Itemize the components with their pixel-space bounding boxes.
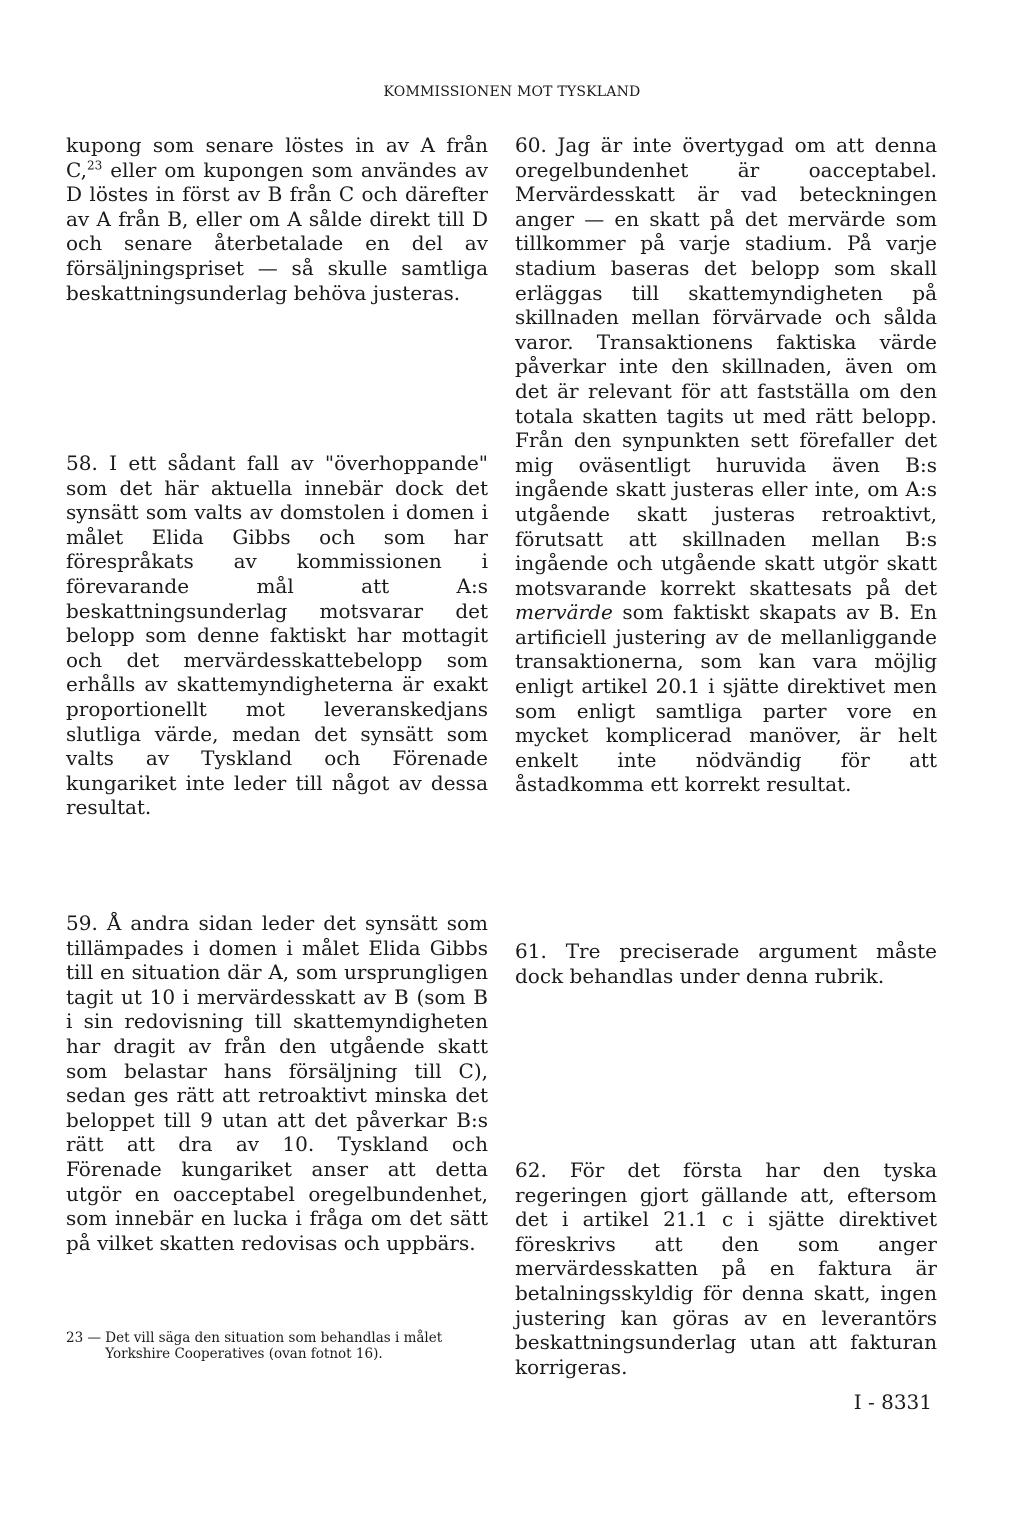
paragraph-text-a: Jag är inte övertygad om att denna oregelbundenhet är oacceptabel. Mervärdesskatt är vad beteckningen anger — en skatt på det mervärde som tillkommer på varje stadium. På varje stadium baseras det belopp som skall erläggas till skattemyndigheten på skillnaden mellan förvärvade och sålda varor. Transaktionens faktiska värde påverkar inte den skillnaden, även om det är relevant för att fastställa om den totala skatten tagits ut med rätt belopp. Från den synpunkten sett förefaller det mig oväsentligt huruvida även B:s ingående skatt justeras eller inte, om A:s utgående skatt justeras retroaktivt, förutsatt att skillnaden mellan B:s ingående och utgående skatt utgör skatt motsvarande korrekt skattesats på det (515, 133, 938, 600)
paragraph-emphasis: mervärde (515, 600, 613, 625)
paragraph-text-b: som faktiskt skapats av B. En artificiell justering av de mellanliggande transaktionerna, som kan vara möjlig enligt artikel 20.1 i sjätte direktivet men som enligt samtliga parter vore en mycket komplicerad manöver, är helt enkelt inte nödvändig för att åstadkomma ett korrekt resultat. (515, 600, 937, 797)
paragraph-number: 62. (515, 1158, 547, 1182)
paragraph-58 (66, 451, 488, 820)
paragraph-61 (515, 939, 937, 988)
paragraph-text: Å andra sidan leder det synsätt som tillämpades i domen i målet Elida Gibbs till en situation där A, som ursprungligen tagit ut 10 i mervärdesskatt av B (som B i sin redovisning till skattemyndigheten har dragit av från den utgående skatt som belastar hans försäljning till C), sedan ges rätt att retroaktivt minska det beloppet till 9 utan att det påverkar B:s rätt att dra av 10. Tyskland och Förenade kungariket anser att detta utgör en oacceptabel oregelbundenhet, som innebär en lucka i fråga om det sätt på vilket skatten redovisas och uppbärs. (66, 911, 489, 1255)
footnote (66, 1330, 488, 1362)
footnote-text: Det vill säga den situation som behandlas i målet Yorkshire Cooperatives (ovan fotnot 16). (105, 1330, 443, 1362)
paragraph-62 (515, 1158, 937, 1379)
running-header: KOMMISSIONEN MOT TYSKLAND (383, 84, 641, 100)
paragraph-60 (515, 133, 937, 797)
page-number: I - 8331 (853, 1390, 932, 1414)
paragraph-number: 60. (515, 133, 547, 157)
paragraph-number: 59. (66, 911, 98, 935)
paragraph-text-a: kupong som senare löstes in av A från C, (66, 133, 488, 182)
paragraph-59 (66, 911, 488, 1255)
footnote-number: 23 — (66, 1330, 101, 1346)
paragraph-text: Tre preciserade argument måste dock behandlas under denna rubrik. (515, 939, 938, 988)
paragraph-continuation (66, 133, 488, 305)
paragraph-number: 61. (515, 939, 547, 963)
footnote-reference: 23 (86, 157, 103, 172)
paragraph-number: 58. (66, 451, 98, 475)
paragraph-text: För det första har den tyska regeringen gjort gällande att, eftersom det i artikel 21.1 c i sjätte direktivet föreskrivs att den som anger mervärdesskatten på en faktura är betalningsskyldig för denna skatt, ingen justering kan göras av en leverantörs beskattningsunderlag utan att fakturan korrigeras. (515, 1158, 937, 1379)
paragraph-text: I ett sådant fall av "överhoppande" som det här aktuella innebär dock det synsätt som valts av domstolen i domen i målet Elida Gibbs och som har förespråkats av kommissionen i förevarande mål att A:s beskattningsunderlag motsvarar det belopp som denne faktiskt har mottagit och det mervärdesskattebelopp som erhålls av skattemyndigheterna är exakt proportionellt mot leveranskedjans slutliga värde, medan det synsätt som valts av Tyskland och Förenade kungariket inte leder till något av dessa resultat. (66, 451, 488, 820)
paragraph-text-b: eller om kupongen som användes av D löstes in först av B från C och därefter av A från B, eller om A sålde direkt till D och senare återbetalade en del av försäljningspriset — så skulle samtliga beskattningsunderlag behöva justeras. (66, 157, 488, 305)
